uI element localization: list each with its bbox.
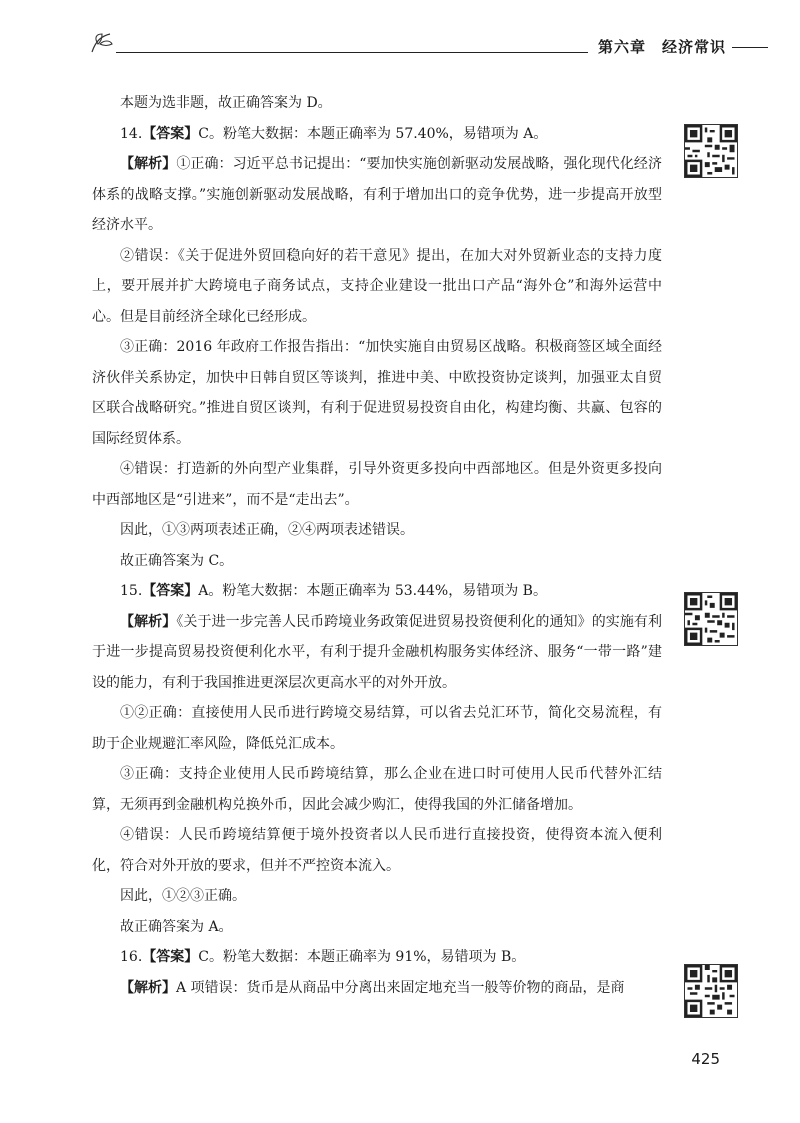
analysis-text: ①正确：习近平总书记提出：“要加快实施创新驱动发展战略，强化现代化经济体系的战略支撑。”实施创新驱动发展战略，有利于增加出口的竞争优势，进一步提高开放型经济水平。 (92, 156, 663, 233)
analysis-tag: 【解析】 (120, 979, 176, 996)
question-number: 14. (120, 125, 143, 142)
answer-tag: 【答案】 (142, 125, 199, 142)
chapter-title: 经济常识 (661, 38, 726, 56)
analysis-paragraph (92, 607, 662, 699)
paragraph: ①②正确：直接使用人民币进行跨境交易结算，可以省去兑汇环节，简化交易流程，有助于企业规避汇率风险，降低兑汇成本。 (92, 705, 662, 752)
analysis-tag: 【解析】 (120, 613, 177, 630)
answer-text: A。粉笔大数据：本题正确率为 53.44%，易错项为 B。 (198, 583, 547, 599)
analysis-text: 《关于进一步完善人民币跨境业务政策促进贸易投资便利化的通知》的实施有利于进一步提高贸易投资便利化水平，有利于提升金融机构服务实体经济、服务“一带一路”建设的能力，有利于我国推进更深层次更高水平的对外开放。 (92, 613, 663, 691)
question-number: 15. (120, 583, 143, 599)
paragraph: ④错误：人民币跨境结算便于境外投资者以人民币进行直接投资，使得资本流入便利化，符合对外开放的要求，但并不严控资本流入。 (92, 827, 662, 874)
analysis-paragraph (92, 149, 662, 241)
answer-line (92, 576, 662, 607)
paragraph: ②错误：《关于促进外贸回稳向好的若干意见》提出，在加大对外贸新业态的支持力度上，要开展并扩大跨境电子商务试点，支持企业建设一批出口产品“海外仓”和海外运营中心。但是目前经济全球化已经形成。 (92, 247, 662, 325)
paragraph: ③正确：支持企业使用人民币跨境结算，那么企业在进口时可使用人民币代替外汇结算，无须再到金融机构兑换外币，因此会减少购汇，使得我国的外汇储备增加。 (92, 766, 662, 813)
analysis-text: A 项错误：货币是从商品中分离出来固定地充当一般等价物的商品，是商 (176, 979, 625, 996)
leaf-icon (88, 30, 118, 58)
qr-code-icon[interactable] (684, 592, 738, 646)
answer-line (92, 119, 662, 150)
page-header (88, 30, 768, 64)
paragraph: 本题为选非题，故正确答案为 D。 (120, 95, 332, 111)
paragraph: 因此，①②③正确。 (120, 888, 246, 904)
header-rule (116, 52, 588, 53)
page-number: 425 (691, 1050, 720, 1068)
paragraph: 因此，①③两项表述正确，②④两项表述错误。 (120, 522, 414, 538)
question-number: 16. (120, 949, 143, 965)
qr-code-icon[interactable] (684, 964, 738, 1018)
paragraph: 故正确答案为 A。 (120, 918, 233, 935)
analysis-tag: 【解析】 (120, 156, 177, 172)
paragraph: 故正确答案为 C。 (120, 552, 234, 569)
chapter-number: 第六章 (597, 38, 646, 56)
page-body (92, 88, 662, 1003)
answer-tag: 【答案】 (142, 583, 199, 599)
paragraph: ④错误：打造新的外向型产业集群，引导外资更多投向中西部地区。但是外资更多投向中西部地区是“引进来”，而不是“走出去”。 (92, 461, 662, 508)
analysis-paragraph (92, 973, 662, 1004)
qr-code-icon[interactable] (684, 124, 738, 178)
answer-text: C。粉笔大数据：本题正确率为 91%，易错项为 B。 (198, 949, 526, 965)
paragraph: ③正确：2016 年政府工作报告指出：“加快实施自由贸易区战略。积极商签区域全面经济伙伴关系协定，加快中日韩自贸区等谈判，推进中美、中欧投资协定谈判，加强亚太自贸区联合战略研究。”推进自贸区谈判，有利于促进贸易投资自由化，构建均衡、共赢、包容的国际经贸体系。 (92, 339, 662, 447)
answer-tag: 【答案】 (142, 949, 199, 965)
answer-line (92, 942, 662, 973)
chapter-heading (598, 36, 768, 57)
answer-text: C。粉笔大数据：本题正确率为 57.40%，易错项为 A。 (198, 125, 548, 142)
